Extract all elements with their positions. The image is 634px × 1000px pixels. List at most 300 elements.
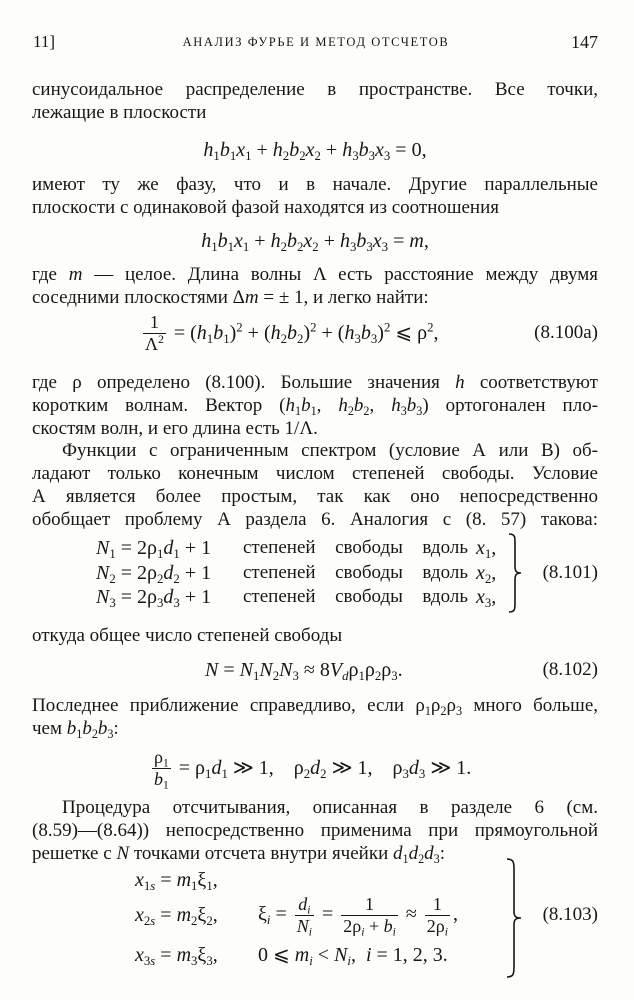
text-line <box>32 196 598 219</box>
math-symbol <box>476 562 492 587</box>
math-variable: m <box>176 944 192 966</box>
text-line <box>32 394 598 417</box>
math-variable: h <box>344 322 355 344</box>
subscript-variable: i <box>307 904 311 917</box>
math-symbol <box>82 718 98 739</box>
text-run: : <box>439 843 446 864</box>
fraction <box>425 894 450 937</box>
equation-number: (8.103) <box>542 904 598 925</box>
math-variable: x <box>476 537 485 559</box>
math-symbol <box>176 904 198 929</box>
math-symbol <box>258 903 270 925</box>
subscript-text: 1 <box>206 879 213 894</box>
text-run: = <box>270 902 292 925</box>
math-variable: h <box>270 230 281 252</box>
math-variable: d <box>408 757 419 779</box>
text-line <box>32 173 598 196</box>
math-symbol <box>381 658 397 682</box>
subscript-text: 3 <box>366 240 373 255</box>
math-variable: h <box>338 395 348 416</box>
subscript-text: 3 <box>109 596 116 611</box>
text-run: ≫ 1, <box>227 757 294 779</box>
subscript-text: 3 <box>157 596 164 611</box>
subscript-text: 2 <box>280 240 287 255</box>
right-brace <box>505 858 523 978</box>
fraction-denominator <box>295 915 314 937</box>
subscript-text: 2 <box>143 914 151 929</box>
text-run: = 2 <box>115 586 148 608</box>
math-symbol <box>197 869 213 894</box>
subscript-text: 3 <box>455 703 463 718</box>
math-symbol <box>361 321 377 345</box>
math-symbol <box>409 229 423 253</box>
subscript-variable: i <box>392 926 396 939</box>
math-base: ρ <box>415 695 425 716</box>
text-run: степеней свободы вдоль <box>243 562 468 583</box>
math-base: ρ <box>364 659 375 681</box>
section-number: 11] <box>33 32 56 51</box>
equation-variable <box>476 561 496 585</box>
math-symbol <box>446 695 462 716</box>
subscript-text: 1 <box>213 149 220 164</box>
math-variable: m <box>68 264 83 285</box>
math-symbol <box>354 395 370 416</box>
math-symbol <box>240 658 260 682</box>
subscript <box>144 914 155 928</box>
text-run: где <box>32 264 69 285</box>
equation-row <box>135 943 448 967</box>
math-variable: b <box>406 395 417 416</box>
subscript-variable: s <box>150 954 156 969</box>
subscript-text: 1 <box>173 547 180 562</box>
math-variable: d <box>163 537 174 559</box>
math-variable: x <box>234 230 243 252</box>
equation-formula <box>96 585 243 609</box>
math-base: ) <box>303 322 311 344</box>
math-variable: x <box>305 139 315 161</box>
math-symbol <box>359 138 375 162</box>
subscript-text: 1 <box>211 240 218 255</box>
math-variable: b <box>358 139 369 161</box>
text-run: — целое. Длина волны Λ есть расстояние между двумя <box>82 264 599 285</box>
math-symbol <box>195 756 211 780</box>
math-base: ρ <box>435 915 445 936</box>
text-run: обобщает проблему А раздела 6. Аналогия с (8. 57) такова: <box>32 509 598 530</box>
equation-row <box>135 868 258 892</box>
subscript-text: 1 <box>484 547 492 562</box>
math-symbol <box>176 944 198 969</box>
math-symbol <box>154 768 169 792</box>
math-variable: d <box>408 843 419 864</box>
math-variable: N <box>116 843 130 864</box>
math-variable: m <box>176 904 192 926</box>
subscript-text: 2 <box>299 149 306 164</box>
right-brace <box>507 533 523 613</box>
math-variable: m <box>244 287 259 308</box>
subscript <box>309 926 312 938</box>
subscript-variable: i <box>347 954 351 969</box>
math-symbol <box>306 138 321 162</box>
subscript-text: 1 <box>402 851 409 866</box>
text-run: + <box>318 230 340 252</box>
fraction-numerator <box>152 747 171 768</box>
math-variable: N <box>296 915 309 936</box>
math-variable: N <box>96 537 110 559</box>
text-run: + 1 <box>179 586 212 608</box>
math-variable: m <box>294 944 310 966</box>
fraction <box>295 894 314 937</box>
math-symbol <box>163 586 180 611</box>
text-run: 2 <box>426 915 436 936</box>
text-run: , <box>491 586 497 608</box>
subscript-text: 1 <box>223 332 230 347</box>
text-run: = <box>388 230 410 252</box>
subscript-text: 1 <box>242 240 250 255</box>
math-variable: b <box>287 322 298 344</box>
math-variable: h <box>285 395 295 416</box>
math-symbol <box>96 586 116 611</box>
text-line <box>32 624 598 647</box>
text-run: = <box>155 904 177 926</box>
math-symbol <box>176 869 198 894</box>
math-variable: b <box>66 718 77 739</box>
text-run: = 1, 2, 3. <box>371 944 448 966</box>
math-variable: b <box>82 718 92 739</box>
text-run: + <box>364 915 384 936</box>
subscript-text: 2 <box>418 851 425 866</box>
math-variable: i <box>365 944 372 966</box>
subscript-variable: s <box>150 914 156 929</box>
math-symbol <box>205 658 218 682</box>
text-run: много больше, <box>462 695 598 716</box>
text-run: ладают только конечным числом степеней свободы. Условие <box>32 463 598 484</box>
equation-formula <box>258 894 458 937</box>
math-symbol <box>393 756 409 780</box>
subscript-text: 2 <box>157 572 164 587</box>
text-run: , <box>316 395 339 416</box>
subscript-variable: i <box>309 954 313 969</box>
math-symbol <box>338 395 354 416</box>
fraction-denominator <box>425 915 450 937</box>
math-symbol <box>213 321 229 345</box>
math-symbol <box>476 537 492 562</box>
display-equation <box>32 138 598 162</box>
subscript-text: 1 <box>76 726 83 741</box>
superscript: 2 <box>310 320 317 335</box>
subscript-text: 3 <box>107 726 114 741</box>
text-run: синусоидальное распределение в пространстве. Все точки, <box>32 79 598 100</box>
math-symbol <box>344 321 360 345</box>
text-run: откуда общее число степеней свободы <box>32 625 343 646</box>
text-run: где ρ определено (8.100). Большие значения <box>32 372 456 393</box>
text-line <box>62 796 598 819</box>
subscript-text: 3 <box>143 954 151 969</box>
text-run: = <box>155 869 177 891</box>
equation-formula <box>258 943 448 967</box>
text-run: , <box>452 902 458 925</box>
subscript-text: 1 <box>358 669 365 684</box>
equation-formula <box>96 561 243 585</box>
superscript: 2 <box>236 320 243 335</box>
math-base: ρ <box>381 659 392 681</box>
math-variable: h <box>342 139 353 161</box>
math-variable: N <box>96 586 110 608</box>
math-base: ρ <box>147 537 158 559</box>
math-symbol <box>301 395 317 416</box>
text-run: ⩽ <box>390 322 418 344</box>
text-run: , <box>350 944 366 966</box>
subscript-text: 1 <box>143 879 151 894</box>
text-run: : <box>113 718 119 739</box>
superscript: 2 <box>427 320 434 335</box>
math-variable: h <box>270 322 281 344</box>
text-run: , <box>433 322 439 344</box>
fraction-numerator <box>431 894 444 915</box>
subscript-text: 2 <box>109 572 116 587</box>
math-base: ξ <box>197 944 207 966</box>
subscript-text: 2 <box>296 240 304 255</box>
display-equation <box>140 309 439 357</box>
math-variable: d <box>163 562 174 584</box>
subscript-text: 2 <box>91 726 98 741</box>
subscript-text: 2 <box>374 669 382 684</box>
math-symbol <box>197 321 213 345</box>
math-symbol <box>234 229 249 253</box>
math-symbol <box>289 138 305 162</box>
text-run: ≈ <box>400 902 422 925</box>
math-base: ) <box>377 322 384 344</box>
subscript-text: 3 <box>416 403 423 418</box>
math-variable: b <box>219 139 230 161</box>
math-base: ρ <box>147 586 158 608</box>
text-run: Функции с ограниченным спектром (условие А или В) об- <box>62 440 598 461</box>
math-symbol <box>287 229 303 253</box>
text-run: скостям волн, и его длина есть 1/Λ. <box>32 418 318 439</box>
text-run: лежащие в плоскости <box>32 102 207 123</box>
math-base: ρ <box>154 746 163 767</box>
math-variable: N <box>259 659 273 681</box>
math-symbol <box>135 869 156 894</box>
subscript-text: 3 <box>292 669 299 684</box>
subscript-variable: i <box>266 912 271 927</box>
math-symbol <box>294 944 313 969</box>
math-variable: d <box>310 757 321 779</box>
subscript-text: 1 <box>162 757 169 770</box>
math-base: ρ <box>195 757 206 779</box>
math-symbol <box>383 915 396 939</box>
subscript <box>144 954 155 968</box>
math-symbol <box>201 229 217 253</box>
math-symbol <box>67 718 83 739</box>
text-run: (8.59)—(8.64)) непосредственно применима при прямоугольной <box>32 820 598 841</box>
math-symbol <box>375 138 390 162</box>
fraction-denominator <box>143 333 166 355</box>
fraction-denominator <box>341 915 398 937</box>
math-symbol <box>135 944 156 969</box>
math-variable: h <box>201 230 212 252</box>
math-symbol <box>342 138 358 162</box>
math-symbol <box>197 904 213 929</box>
text-run: Процедура отсчитывания, описанная в разделе 6 (см. <box>62 797 598 818</box>
text-line <box>32 78 598 101</box>
subscript-variable: s <box>150 879 156 894</box>
text-run: < <box>312 944 335 966</box>
math-symbol <box>145 334 164 354</box>
math-variable: N <box>334 944 348 966</box>
equation-variable <box>476 585 496 609</box>
math-symbol <box>287 321 303 345</box>
text-run: , <box>212 869 218 891</box>
display-equation <box>205 658 403 682</box>
subscript-text: 1 <box>227 240 234 255</box>
math-variable: b <box>97 718 108 739</box>
subscript-text: 2 <box>320 767 327 782</box>
subscript-text: 1 <box>206 332 214 347</box>
math-symbol <box>435 915 448 939</box>
superscript: 2 <box>158 333 164 346</box>
subscript-text: 3 <box>349 240 357 255</box>
math-variable: N <box>96 562 110 584</box>
subscript-text: 3 <box>354 332 361 347</box>
math-symbol <box>455 372 465 393</box>
math-variable: b <box>360 322 371 344</box>
subscript <box>445 926 448 938</box>
math-variable: x <box>303 230 313 252</box>
math-base: ρ <box>293 757 304 779</box>
subscript-text: 1 <box>157 547 164 562</box>
text-run: , <box>491 562 497 584</box>
equation-row <box>96 561 496 585</box>
subscript-variable: d <box>342 669 349 684</box>
text-run: + ( <box>316 322 345 344</box>
text-run: ≈ 8 <box>298 659 330 681</box>
subscript <box>163 779 169 791</box>
math-variable: d <box>298 893 308 914</box>
math-variable: x <box>476 562 485 584</box>
fraction <box>152 747 171 790</box>
text-run: имеют ту же фазу, что и в начале. Другие параллельные <box>32 174 598 195</box>
text-run: = 2 <box>115 562 148 584</box>
subscript-text: 2 <box>484 572 492 587</box>
math-base: ρ <box>352 915 362 936</box>
math-symbol <box>259 658 279 682</box>
math-symbol <box>154 746 169 770</box>
math-symbol <box>163 562 180 587</box>
display-equation <box>32 229 598 253</box>
math-base: ξ <box>258 902 267 925</box>
math-variable: d <box>424 843 434 864</box>
subscript-text: 1 <box>229 149 237 164</box>
subscript-text: 3 <box>484 596 492 611</box>
math-symbol <box>340 229 356 253</box>
math-symbol <box>197 944 213 969</box>
math-symbol <box>273 138 289 162</box>
math-symbol <box>476 586 492 611</box>
math-symbol <box>147 586 164 611</box>
subscript-text: 3 <box>206 954 213 969</box>
math-variable: b <box>217 230 228 252</box>
equation-text <box>243 561 468 585</box>
math-variable: b <box>213 322 224 344</box>
text-line <box>32 286 598 309</box>
text-run: плоскости с одинаковой фазой находятся из соотношения <box>32 197 500 218</box>
math-variable: V <box>329 659 343 681</box>
math-symbol <box>334 944 351 969</box>
text-run: Последнее приближение справедливо, если <box>32 695 416 716</box>
math-variable: x <box>476 586 485 608</box>
subscript-text: 3 <box>433 851 440 866</box>
equation-number: (8.102) <box>542 659 598 680</box>
subscript-text: 2 <box>312 240 319 255</box>
subscript-text: 2 <box>363 403 370 418</box>
equation-variable <box>476 536 496 560</box>
text-run: = ( <box>168 322 197 344</box>
text-run: 1 <box>365 893 375 914</box>
math-variable: h <box>339 230 350 252</box>
subscript-variable: i <box>444 926 448 939</box>
math-symbol <box>409 756 425 780</box>
math-base: ρ <box>147 562 158 584</box>
equation-text <box>243 585 468 609</box>
subscript-text: 2 <box>347 403 354 418</box>
math-symbol <box>236 138 251 162</box>
math-variable: N <box>239 659 253 681</box>
math-variable: b <box>289 139 300 161</box>
math-variable: N <box>279 659 293 681</box>
text-run: + <box>320 139 343 161</box>
text-line <box>32 694 598 717</box>
math-variable: d <box>393 843 403 864</box>
math-symbol <box>96 562 116 587</box>
math-variable: d <box>211 757 222 779</box>
math-symbol <box>271 229 287 253</box>
math-symbol <box>431 695 447 716</box>
fraction-numerator <box>363 894 376 915</box>
subscript-text: 3 <box>352 149 359 164</box>
text-run: = <box>173 757 196 779</box>
subscript-text: 2 <box>173 572 180 587</box>
text-run: , <box>212 904 218 926</box>
subscript-text: 2 <box>297 332 304 347</box>
subscript-text: 1 <box>294 403 302 418</box>
math-symbol <box>417 321 433 345</box>
math-variable: x <box>135 869 144 891</box>
math-symbol <box>407 395 423 416</box>
text-line <box>32 508 598 531</box>
text-line <box>32 263 598 286</box>
math-symbol <box>415 695 431 716</box>
subscript-variable: i <box>361 926 365 939</box>
text-line <box>32 371 598 394</box>
math-symbol <box>245 287 259 308</box>
math-base: ρ <box>348 659 359 681</box>
math-symbol <box>279 658 299 682</box>
text-run: = 2 <box>115 537 148 559</box>
equation-text <box>243 536 468 560</box>
text-run: + <box>251 139 273 161</box>
math-symbol <box>98 718 114 739</box>
math-variable: b <box>356 230 367 252</box>
text-run: степеней свободы вдоль <box>243 586 468 607</box>
math-symbol <box>294 756 310 780</box>
equation-formula <box>135 943 258 967</box>
math-symbol <box>310 756 326 780</box>
text-run: , <box>369 395 392 416</box>
subscript-text: 3 <box>402 767 409 782</box>
subscript-text: 3 <box>368 149 375 164</box>
fraction <box>341 894 398 937</box>
subscript-text: 2 <box>191 914 198 929</box>
